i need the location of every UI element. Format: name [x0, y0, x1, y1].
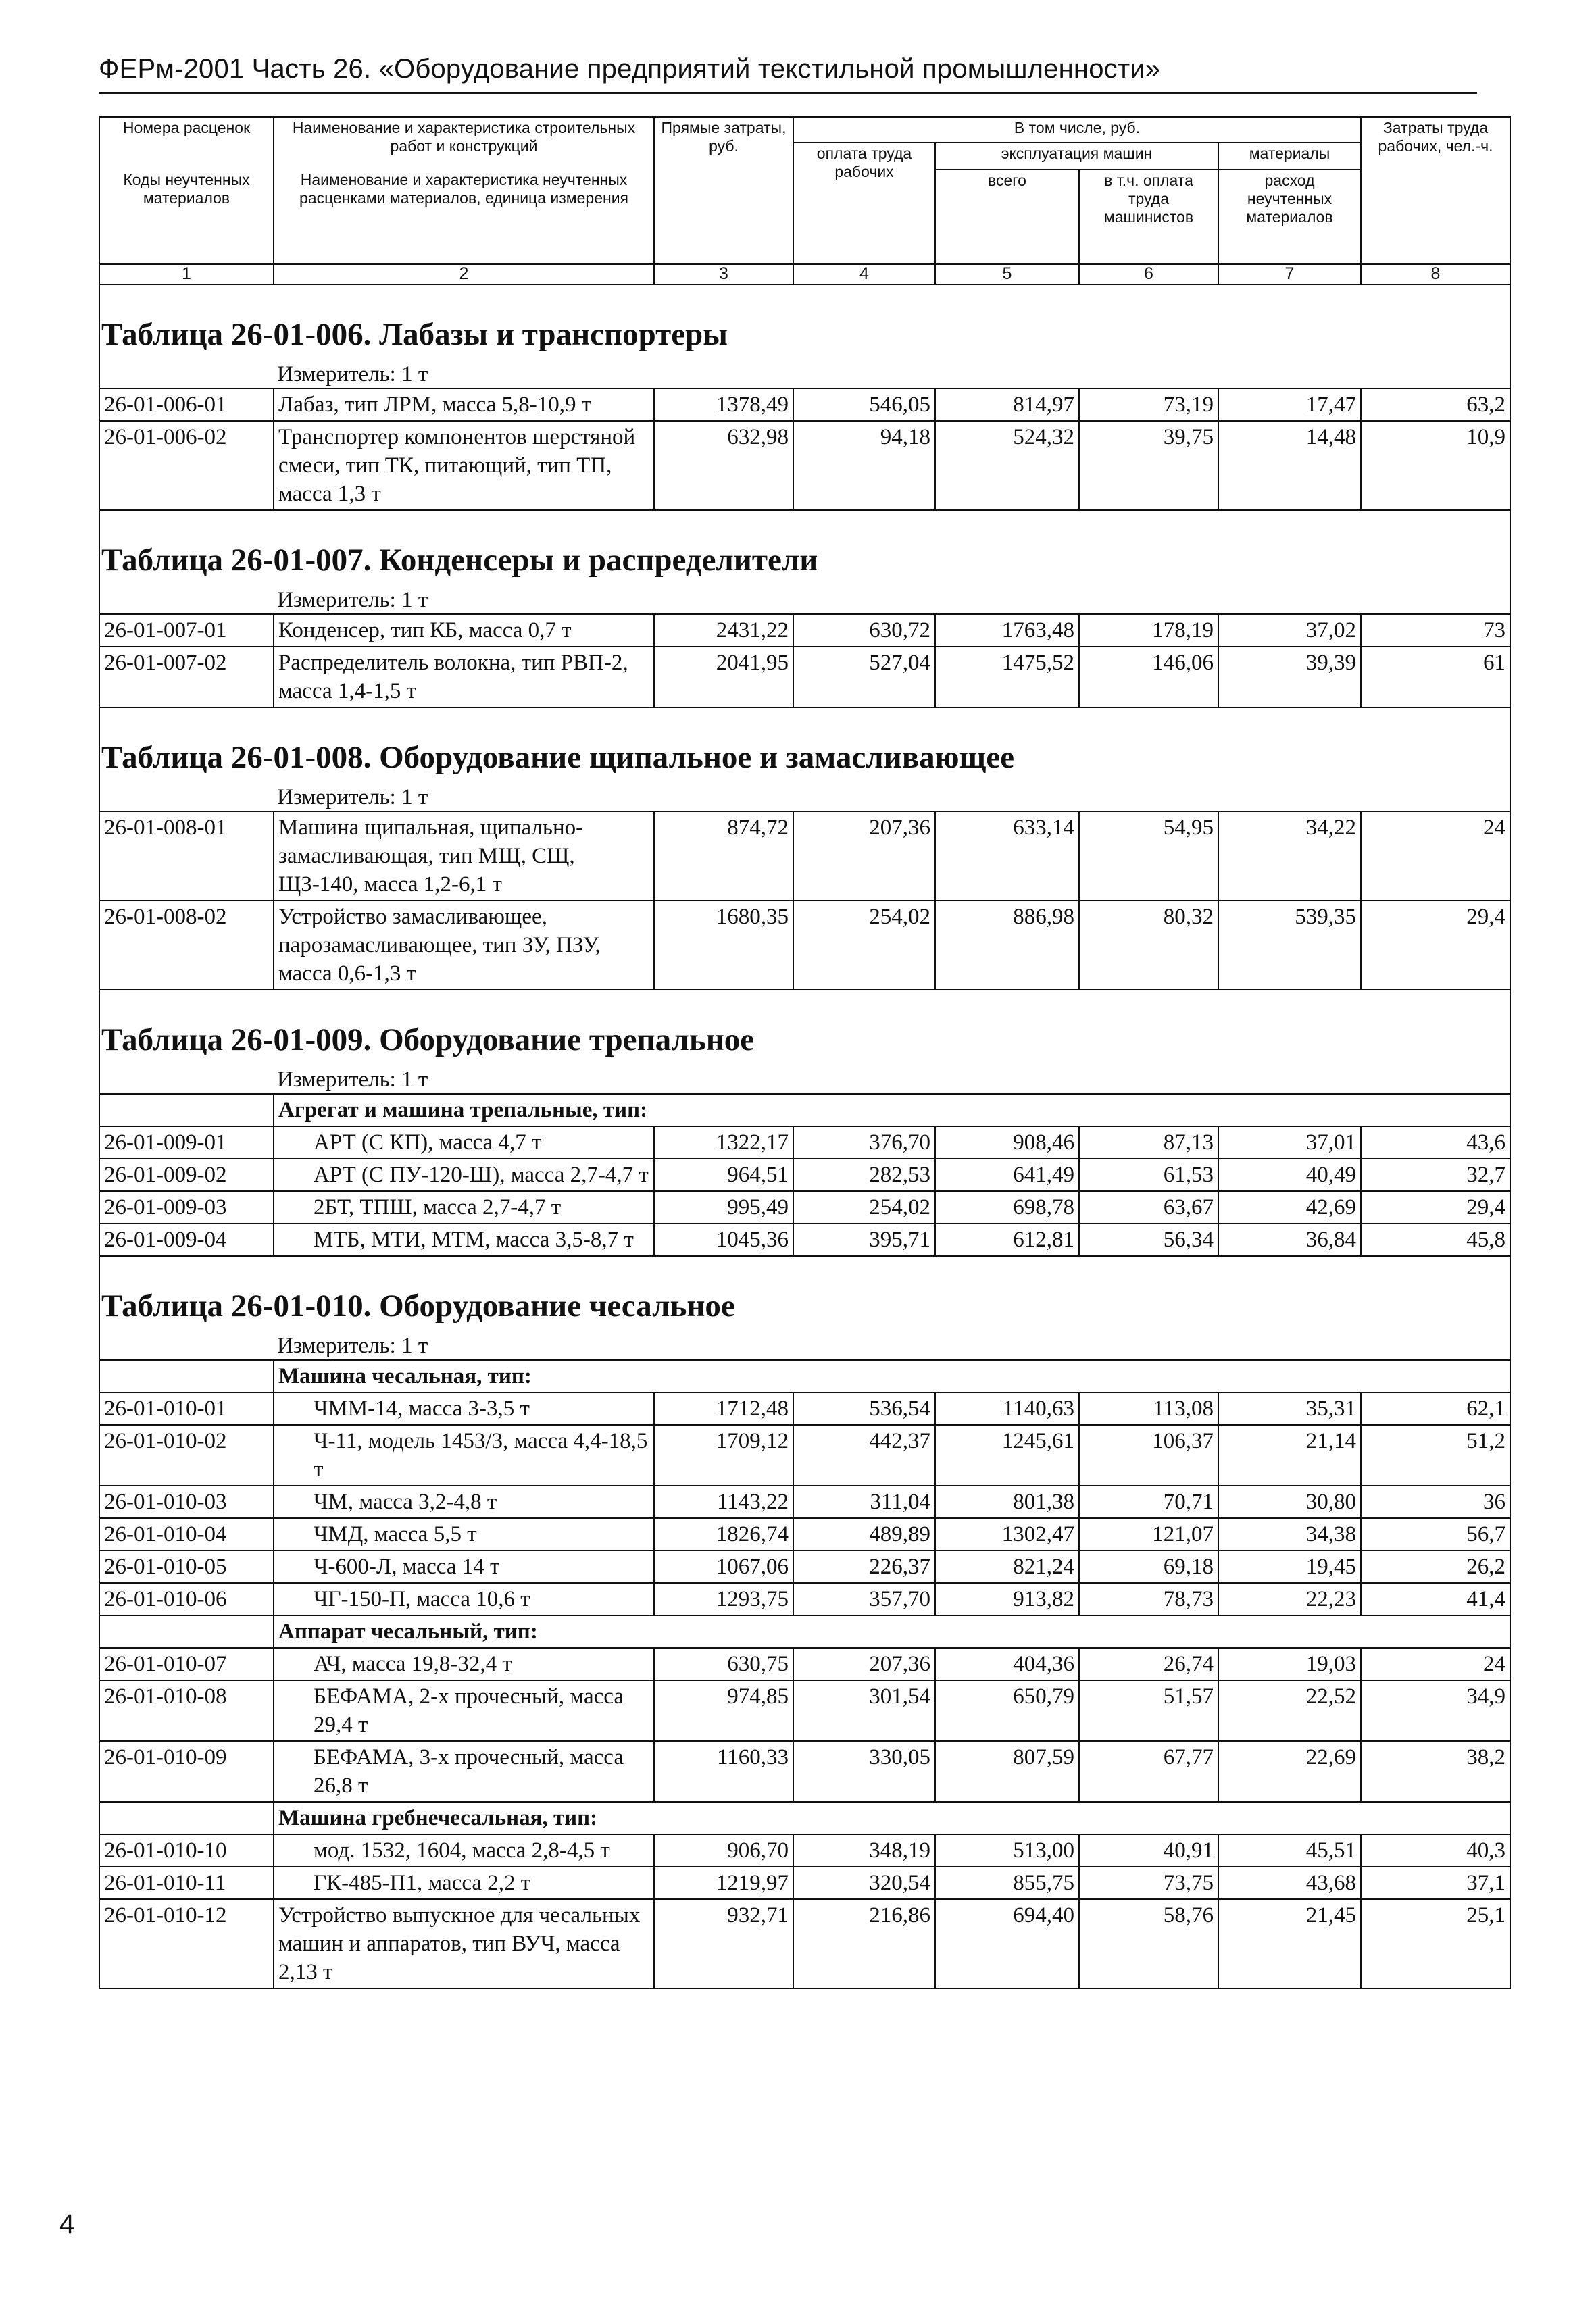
colnum-1: 1: [99, 264, 274, 284]
row-labor-hours: 10,9: [1361, 421, 1510, 510]
row-wages: 226,37: [793, 1551, 935, 1583]
row-operators-wages: 113,08: [1079, 1392, 1218, 1425]
row-wages: 320,54: [793, 1867, 935, 1899]
table-row: [99, 1648, 1510, 1680]
row-direct-cost: 1322,17: [654, 1126, 793, 1159]
row-materials-cost: 43,68: [1218, 1867, 1361, 1899]
section-unit: Измеритель: 1 т: [277, 588, 428, 612]
row-direct-cost: 1067,06: [654, 1551, 793, 1583]
row-machines-total: 886,98: [935, 901, 1079, 990]
row-wages: 348,19: [793, 1834, 935, 1867]
row-machines-total: 1140,63: [935, 1392, 1079, 1425]
row-direct-cost: 995,49: [654, 1191, 793, 1224]
row-wages: 376,70: [793, 1126, 935, 1159]
row-wages: 630,72: [793, 614, 935, 647]
row-name: Ч-11, модель 1453/3, масса 4,4-18,5 т: [274, 1425, 654, 1486]
section-unit: Измеритель: 1 т: [277, 1067, 428, 1092]
table-header: [99, 117, 1510, 284]
row-code: 26-01-010-10: [99, 1834, 274, 1867]
row-direct-cost: 974,85: [654, 1680, 793, 1741]
row-operators-wages: 78,73: [1079, 1583, 1218, 1615]
row-wages: 546,05: [793, 388, 935, 421]
row-name: ЧМ, масса 3,2-4,8 т: [274, 1486, 654, 1518]
row-code: 26-01-010-03: [99, 1486, 274, 1518]
row-labor-hours: 73: [1361, 614, 1510, 647]
table-row: [99, 614, 1510, 647]
row-materials-cost: 40,49: [1218, 1159, 1361, 1191]
group-code-cell: [99, 1360, 274, 1392]
row-code: 26-01-010-06: [99, 1583, 274, 1615]
row-name: МТБ, МТИ, МТМ, масса 3,5-8,7 т: [274, 1224, 654, 1256]
row-direct-cost: 1709,12: [654, 1425, 793, 1486]
section-unit: Измеритель: 1 т: [277, 785, 428, 809]
row-materials-cost: 17,47: [1218, 388, 1361, 421]
row-materials-cost: 22,23: [1218, 1583, 1361, 1615]
group-label: Машина гребнечесальная, тип:: [274, 1802, 1510, 1834]
row-labor-hours: 26,2: [1361, 1551, 1510, 1583]
table-row: [99, 421, 1510, 510]
row-wages: 442,37: [793, 1425, 935, 1486]
row-machines-total: 801,38: [935, 1486, 1079, 1518]
table-row: [99, 1126, 1510, 1159]
row-materials-cost: 37,02: [1218, 614, 1361, 647]
row-name: Конденсер, тип КБ, масса 0,7 т: [274, 614, 654, 647]
header-rule: [99, 92, 1477, 94]
row-code: 26-01-009-03: [99, 1191, 274, 1224]
row-labor-hours: 36: [1361, 1486, 1510, 1518]
row-direct-cost: 1680,35: [654, 901, 793, 990]
row-code: 26-01-010-04: [99, 1518, 274, 1551]
row-labor-hours: 37,1: [1361, 1867, 1510, 1899]
row-operators-wages: 178,19: [1079, 614, 1218, 647]
row-machines-total: 913,82: [935, 1583, 1079, 1615]
row-direct-cost: 2041,95: [654, 647, 793, 707]
row-code: 26-01-009-02: [99, 1159, 274, 1191]
row-name: ЧММ-14, масса 3-3,5 т: [274, 1392, 654, 1425]
row-materials-cost: 35,31: [1218, 1392, 1361, 1425]
row-name: ЧМД, масса 5,5 т: [274, 1518, 654, 1551]
row-machines-total: 404,36: [935, 1648, 1079, 1680]
row-operators-wages: 63,67: [1079, 1191, 1218, 1224]
col3-header: Прямые затраты, руб.: [654, 117, 793, 264]
row-labor-hours: 62,1: [1361, 1392, 1510, 1425]
section-title: Таблица 26-01-007. Конденсеры и распределители: [101, 543, 818, 578]
col6-header: в т.ч. оплата труда машинистов: [1079, 170, 1218, 264]
row-machines-total: 807,59: [935, 1741, 1079, 1802]
group-header: В том числе, руб.: [793, 117, 1361, 143]
row-name: Машина щипальная, щипально-замасливающая, тип МЩ, СЩ, ЩЗ-140, масса 1,2-6,1 т: [274, 811, 654, 901]
row-materials-cost: 19,03: [1218, 1648, 1361, 1680]
row-machines-total: 698,78: [935, 1191, 1079, 1224]
row-machines-total: 641,49: [935, 1159, 1079, 1191]
section-unit: Измеритель: 1 т: [277, 1334, 428, 1358]
section-header: [99, 990, 1510, 1094]
col7-header: расход неучтенных материалов: [1218, 170, 1361, 264]
row-direct-cost: 874,72: [654, 811, 793, 901]
row-machines-total: 1475,52: [935, 647, 1079, 707]
row-operators-wages: 40,91: [1079, 1834, 1218, 1867]
row-operators-wages: 106,37: [1079, 1425, 1218, 1486]
row-wages: 94,18: [793, 421, 935, 510]
group-label: Машина чесальная, тип:: [274, 1360, 1510, 1392]
row-operators-wages: 121,07: [1079, 1518, 1218, 1551]
row-code: 26-01-008-02: [99, 901, 274, 990]
row-direct-cost: 1293,75: [654, 1583, 793, 1615]
row-materials-cost: 34,22: [1218, 811, 1361, 901]
col8-header: Затраты труда рабочих, чел.-ч.: [1361, 117, 1510, 264]
row-code: 26-01-010-12: [99, 1899, 274, 1988]
row-materials-cost: 21,45: [1218, 1899, 1361, 1988]
table-row: [99, 901, 1510, 990]
row-name: ЧГ-150-П, масса 10,6 т: [274, 1583, 654, 1615]
table-row: [99, 1834, 1510, 1867]
group-row: [99, 1802, 1510, 1834]
table-row: [99, 1486, 1510, 1518]
row-wages: 207,36: [793, 811, 935, 901]
table-row: [99, 1159, 1510, 1191]
materials-header: материалы: [1218, 143, 1361, 170]
row-name: ГК-485-П1, масса 2,2 т: [274, 1867, 654, 1899]
group-code-cell: [99, 1802, 274, 1834]
row-materials-cost: 21,14: [1218, 1425, 1361, 1486]
page-number: 4: [59, 2209, 75, 2239]
colnum-4: 4: [793, 264, 935, 284]
row-labor-hours: 45,8: [1361, 1224, 1510, 1256]
row-materials-cost: 42,69: [1218, 1191, 1361, 1224]
group-code-cell: [99, 1094, 274, 1126]
row-machines-total: 908,46: [935, 1126, 1079, 1159]
table-row: [99, 1224, 1510, 1256]
section-header: [99, 707, 1510, 811]
row-code: 26-01-010-02: [99, 1425, 274, 1486]
row-operators-wages: 56,34: [1079, 1224, 1218, 1256]
section-cell: [99, 284, 1510, 388]
row-direct-cost: 1378,49: [654, 388, 793, 421]
colnum-5: 5: [935, 264, 1079, 284]
col5-header: всего: [935, 170, 1079, 264]
row-labor-hours: 32,7: [1361, 1159, 1510, 1191]
row-labor-hours: 34,9: [1361, 1680, 1510, 1741]
group-row: [99, 1094, 1510, 1126]
row-wages: 254,02: [793, 1191, 935, 1224]
row-labor-hours: 24: [1361, 811, 1510, 901]
exploitation-header: эксплуатация машин: [935, 143, 1218, 170]
row-code: 26-01-009-04: [99, 1224, 274, 1256]
table-row: [99, 1551, 1510, 1583]
row-code: 26-01-008-01: [99, 811, 274, 901]
row-name: БЕФАМА, 2-х прочесный, масса 29,4 т: [274, 1680, 654, 1741]
row-machines-total: 1245,61: [935, 1425, 1079, 1486]
table-row: [99, 1741, 1510, 1802]
row-materials-cost: 30,80: [1218, 1486, 1361, 1518]
row-name: Транспортер компонентов шерстяной смеси, тип ТК, питающий, тип ТП, масса 1,3 т: [274, 421, 654, 510]
table-row: [99, 1867, 1510, 1899]
row-code: 26-01-010-05: [99, 1551, 274, 1583]
row-materials-cost: 36,84: [1218, 1224, 1361, 1256]
column-numbers-row: [99, 264, 1510, 284]
row-direct-cost: 1219,97: [654, 1867, 793, 1899]
row-machines-total: 814,97: [935, 388, 1079, 421]
row-machines-total: 513,00: [935, 1834, 1079, 1867]
row-materials-cost: 19,45: [1218, 1551, 1361, 1583]
row-operators-wages: 51,57: [1079, 1680, 1218, 1741]
row-code: 26-01-009-01: [99, 1126, 274, 1159]
table-row: [99, 1899, 1510, 1988]
row-operators-wages: 26,74: [1079, 1648, 1218, 1680]
row-labor-hours: 51,2: [1361, 1425, 1510, 1486]
section-header: [99, 1256, 1510, 1360]
row-labor-hours: 25,1: [1361, 1899, 1510, 1988]
section-title: Таблица 26-01-008. Оборудование щипальное и замасливающее: [101, 740, 1014, 775]
row-name: АРТ (С КП), масса 4,7 т: [274, 1126, 654, 1159]
section-cell: [99, 1256, 1510, 1360]
row-materials-cost: 37,01: [1218, 1126, 1361, 1159]
row-direct-cost: 1045,36: [654, 1224, 793, 1256]
group-row: [99, 1615, 1510, 1648]
row-name: Устройство замасливающее, парозамасливающее, тип ЗУ, ПЗУ, масса 0,6-1,3 т: [274, 901, 654, 990]
table-row: [99, 1425, 1510, 1486]
row-operators-wages: 58,76: [1079, 1899, 1218, 1988]
row-name: Лабаз, тип ЛРМ, масса 5,8-10,9 т: [274, 388, 654, 421]
row-materials-cost: 34,38: [1218, 1518, 1361, 1551]
col2-top: Наименование и характеристика строительных работ и конструкций: [274, 117, 654, 170]
colnum-2: 2: [274, 264, 654, 284]
row-materials-cost: 539,35: [1218, 901, 1361, 990]
table-row: [99, 1191, 1510, 1224]
table-row: [99, 1583, 1510, 1615]
row-labor-hours: 38,2: [1361, 1741, 1510, 1802]
group-label: Аппарат чесальный, тип:: [274, 1615, 1510, 1648]
table-row: [99, 1392, 1510, 1425]
section-title: Таблица 26-01-006. Лабазы и транспортеры: [101, 317, 728, 352]
row-operators-wages: 61,53: [1079, 1159, 1218, 1191]
row-wages: 527,04: [793, 647, 935, 707]
row-direct-cost: 632,98: [654, 421, 793, 510]
row-direct-cost: 1160,33: [654, 1741, 793, 1802]
row-machines-total: 524,32: [935, 421, 1079, 510]
colnum-7: 7: [1218, 264, 1361, 284]
group-label: Агрегат и машина трепальные, тип:: [274, 1094, 1510, 1126]
row-wages: 301,54: [793, 1680, 935, 1741]
row-direct-cost: 1143,22: [654, 1486, 793, 1518]
row-code: 26-01-010-01: [99, 1392, 274, 1425]
row-machines-total: 855,75: [935, 1867, 1079, 1899]
row-direct-cost: 630,75: [654, 1648, 793, 1680]
section-unit: Измеритель: 1 т: [277, 362, 428, 386]
section-header: [99, 510, 1510, 614]
row-operators-wages: 67,77: [1079, 1741, 1218, 1802]
section-cell: [99, 510, 1510, 614]
row-wages: 216,86: [793, 1899, 935, 1988]
row-direct-cost: 906,70: [654, 1834, 793, 1867]
row-labor-hours: 29,4: [1361, 901, 1510, 990]
table-row: [99, 811, 1510, 901]
table-row: [99, 647, 1510, 707]
row-code: 26-01-010-07: [99, 1648, 274, 1680]
group-row: [99, 1360, 1510, 1392]
row-wages: 395,71: [793, 1224, 935, 1256]
row-operators-wages: 73,19: [1079, 388, 1218, 421]
row-wages: 357,70: [793, 1583, 935, 1615]
row-labor-hours: 40,3: [1361, 1834, 1510, 1867]
row-direct-cost: 2431,22: [654, 614, 793, 647]
row-machines-total: 694,40: [935, 1899, 1079, 1988]
section-title: Таблица 26-01-010. Оборудование чесальное: [101, 1288, 735, 1324]
section-title: Таблица 26-01-009. Оборудование трепальное: [101, 1022, 755, 1057]
row-direct-cost: 964,51: [654, 1159, 793, 1191]
row-wages: 536,54: [793, 1392, 935, 1425]
row-direct-cost: 1712,48: [654, 1392, 793, 1425]
row-materials-cost: 14,48: [1218, 421, 1361, 510]
table-row: [99, 1518, 1510, 1551]
table-row: [99, 388, 1510, 421]
row-code: 26-01-010-08: [99, 1680, 274, 1741]
row-machines-total: 821,24: [935, 1551, 1079, 1583]
row-name: АРТ (С ПУ-120-Ш), масса 2,7-4,7 т: [274, 1159, 654, 1191]
row-code: 26-01-010-09: [99, 1741, 274, 1802]
row-wages: 282,53: [793, 1159, 935, 1191]
row-operators-wages: 69,18: [1079, 1551, 1218, 1583]
row-code: 26-01-010-11: [99, 1867, 274, 1899]
row-machines-total: 633,14: [935, 811, 1079, 901]
section-cell: [99, 707, 1510, 811]
row-machines-total: 1763,48: [935, 614, 1079, 647]
row-machines-total: 1302,47: [935, 1518, 1079, 1551]
row-name: 2БТ, ТПШ, масса 2,7-4,7 т: [274, 1191, 654, 1224]
row-materials-cost: 39,39: [1218, 647, 1361, 707]
col1-bottom: Коды неучтенных материалов: [99, 170, 274, 264]
section-header: [99, 284, 1510, 388]
row-operators-wages: 146,06: [1079, 647, 1218, 707]
row-name: АЧ, масса 19,8-32,4 т: [274, 1648, 654, 1680]
row-materials-cost: 22,52: [1218, 1680, 1361, 1741]
row-name: Распределитель волокна, тип РВП-2, масса 1,4-1,5 т: [274, 647, 654, 707]
row-operators-wages: 73,75: [1079, 1867, 1218, 1899]
colnum-8: 8: [1361, 264, 1510, 284]
row-code: 26-01-006-01: [99, 388, 274, 421]
row-wages: 207,36: [793, 1648, 935, 1680]
row-code: 26-01-006-02: [99, 421, 274, 510]
row-labor-hours: 56,7: [1361, 1518, 1510, 1551]
row-machines-total: 612,81: [935, 1224, 1079, 1256]
row-name: БЕФАМА, 3-х прочесный, масса 26,8 т: [274, 1741, 654, 1802]
price-table: [99, 116, 1511, 1989]
col4-header: оплата труда рабочих: [793, 143, 935, 264]
colnum-6: 6: [1079, 264, 1218, 284]
row-wages: 254,02: [793, 901, 935, 990]
row-wages: 330,05: [793, 1741, 935, 1802]
row-labor-hours: 43,6: [1361, 1126, 1510, 1159]
col2-bottom: Наименование и характеристика неучтенных расценками материалов, единица измерения: [274, 170, 654, 264]
row-operators-wages: 39,75: [1079, 421, 1218, 510]
section-cell: [99, 990, 1510, 1094]
row-machines-total: 650,79: [935, 1680, 1079, 1741]
row-direct-cost: 932,71: [654, 1899, 793, 1988]
row-wages: 311,04: [793, 1486, 935, 1518]
row-wages: 489,89: [793, 1518, 935, 1551]
page-header: ФЕРм-2001 Часть 26. «Оборудование предприятий текстильной промышленности»: [99, 54, 1161, 84]
table-body: [99, 284, 1510, 1988]
row-direct-cost: 1826,74: [654, 1518, 793, 1551]
row-name: Устройство выпускное для чесальных машин и аппаратов, тип ВУЧ, масса 2,13 т: [274, 1899, 654, 1988]
row-operators-wages: 70,71: [1079, 1486, 1218, 1518]
col1-top: Номера расценок: [99, 117, 274, 170]
group-code-cell: [99, 1615, 274, 1648]
row-code: 26-01-007-02: [99, 647, 274, 707]
row-materials-cost: 22,69: [1218, 1741, 1361, 1802]
row-labor-hours: 24: [1361, 1648, 1510, 1680]
row-operators-wages: 54,95: [1079, 811, 1218, 901]
row-labor-hours: 61: [1361, 647, 1510, 707]
table-row: [99, 1680, 1510, 1741]
row-name: мод. 1532, 1604, масса 2,8-4,5 т: [274, 1834, 654, 1867]
row-labor-hours: 41,4: [1361, 1583, 1510, 1615]
row-materials-cost: 45,51: [1218, 1834, 1361, 1867]
row-code: 26-01-007-01: [99, 614, 274, 647]
row-name: Ч-600-Л, масса 14 т: [274, 1551, 654, 1583]
row-labor-hours: 63,2: [1361, 388, 1510, 421]
colnum-3: 3: [654, 264, 793, 284]
row-operators-wages: 87,13: [1079, 1126, 1218, 1159]
row-labor-hours: 29,4: [1361, 1191, 1510, 1224]
row-operators-wages: 80,32: [1079, 901, 1218, 990]
